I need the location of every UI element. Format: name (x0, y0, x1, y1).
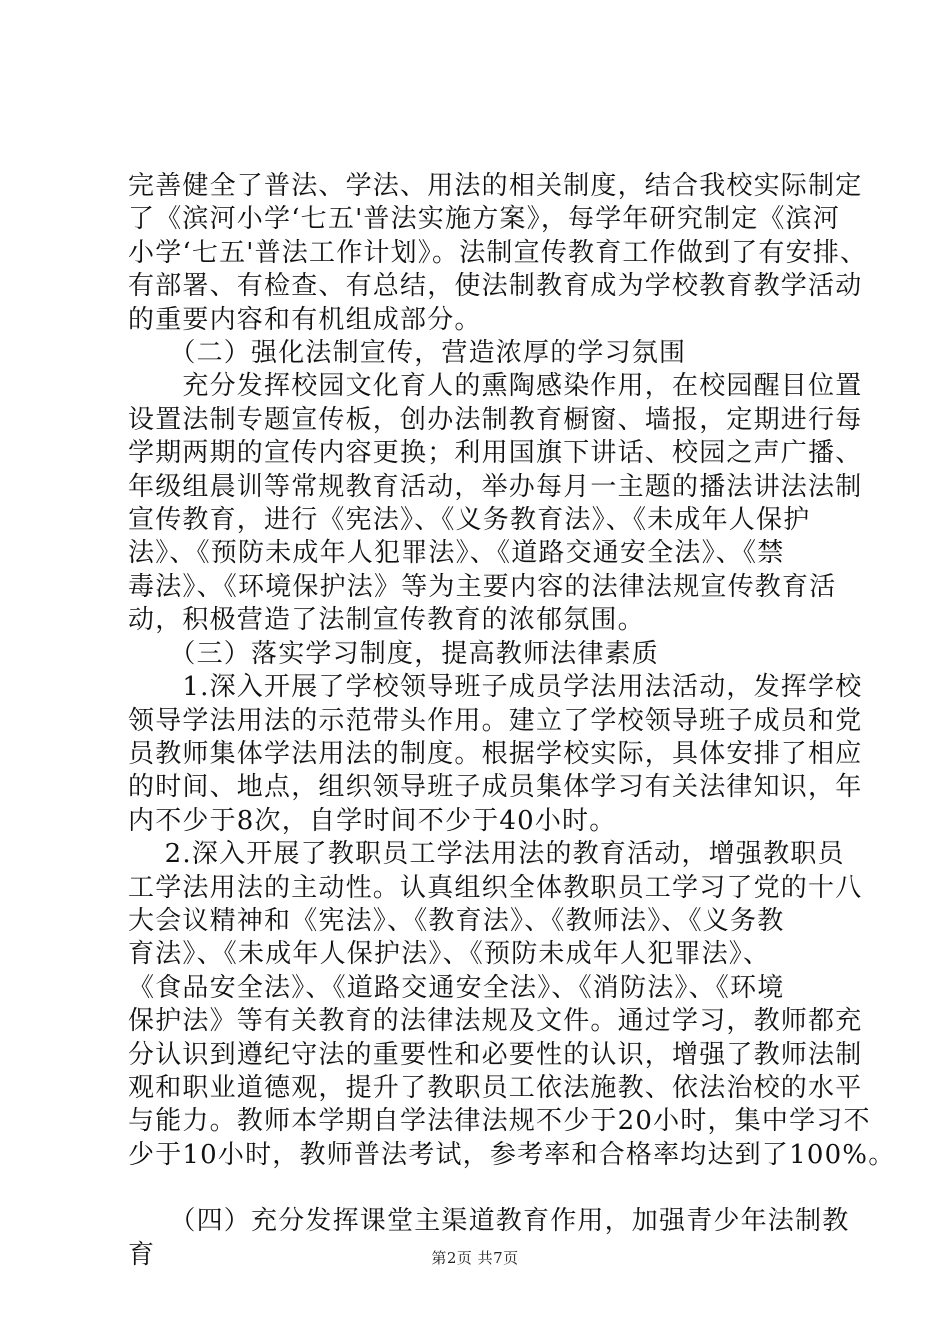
text-line: 与能力。教师本学期自学法律法规不少于20小时，集中学习不 (128, 1106, 871, 1137)
document-body (128, 170, 896, 1272)
text-line: 设置法制专题宣传板，创办法制教育橱窗、墙报，定期进行每 (128, 404, 863, 435)
text-line: 学期两期的宣传内容更换；利用国旗下讲话、校园之声广播、 (128, 438, 863, 469)
section-heading-2: （二）强化法制宣传，营造浓厚的学习氛围 (128, 338, 687, 369)
text-line: 领导学法用法的示范带头作用。建立了学校领导班子成员和党 (128, 705, 863, 736)
text-line: 内不少于8次，自学时间不少于40小时。 (128, 805, 617, 836)
text-line: 的重要内容和有机组成部分。 (128, 304, 482, 335)
text-line: 《食品安全法》、《道路交通安全法》、《消防法》、《环境 (128, 972, 785, 1003)
text-line: 充分发挥校园文化育人的熏陶感染作用，在校园醒目位置 (128, 371, 863, 402)
text-line: 工学法用法的主动性。认真组织全体教职员工学习了党的十八 (128, 872, 863, 903)
section-heading-4: （四）充分发挥课堂主渠道教育作用，加强青少年法制教 (128, 1206, 850, 1237)
text-line: 分认识到遵纪守法的重要性和必要性的认识，增强了教师法制 (128, 1039, 863, 1070)
section-heading-3: （三）落实学习制度，提高教师法律素质 (128, 638, 660, 669)
text-line: 2.深入开展了教职员工学法用法的教育活动，增强教职员 (128, 839, 845, 870)
text-line: 员教师集体学法用法的制度。根据学校实际，具体安排了相应 (128, 738, 863, 769)
text-line: 完善健全了普法、学法、用法的相关制度，结合我校实际制定 (128, 171, 863, 201)
text-line: 的时间、地点，组织领导班子成员集体学习有关法律知识，年 (128, 772, 863, 803)
text-line: 1.深入开展了学校领导班子成员学法用法活动，发挥学校 (128, 672, 863, 703)
text-line: 毒法》、《环境保护法》等为主要内容的法律法规宣传教育活 (128, 571, 837, 602)
text-line: 小学‘七五'普法工作计划》。法制宣传教育工作做到了有安排、 (128, 237, 868, 268)
text-line: 宣传教育，进行《宪法》、《义务教育法》、《未成年人保护 (128, 505, 811, 536)
text-line: 保护法》等有关教育的法律法规及文件。通过学习，教师都充 (128, 1006, 863, 1037)
text-line: 法》、《预防未成年人犯罪法》、《道路交通安全法》、《禁 (128, 538, 785, 569)
page-footer: 第2页 共7页 (431, 1249, 519, 1267)
text-line: 有部署、有检查、有总结，使法制教育成为学校教育教学活动 (128, 271, 863, 302)
text-line: 观和职业道德观，提升了教职员工依法施教、依法治校的水平 (128, 1072, 863, 1103)
text-line: 年级组晨训等常规教育活动，举办每月一主题的播法讲法法制 (128, 471, 863, 502)
text-line: 了《滨河小学‘七五'普法实施方案》，每学年研究制定《滨河 (128, 204, 841, 235)
text-line: 少于10小时，教师普法考试，参考率和合格率均达到了100%。 (128, 1139, 896, 1170)
text-line: 育法》、《未成年人保护法》、《预防未成年人犯罪法》、 (128, 939, 771, 970)
paragraph-gap (128, 1172, 828, 1205)
text-line: 育 (128, 1239, 156, 1270)
text-line: 大会议精神和《宪法》、《教育法》、《教师法》、《义务教 (128, 905, 785, 936)
text-line: 动，积极营造了法制宣传教育的浓郁氛围。 (128, 605, 645, 636)
